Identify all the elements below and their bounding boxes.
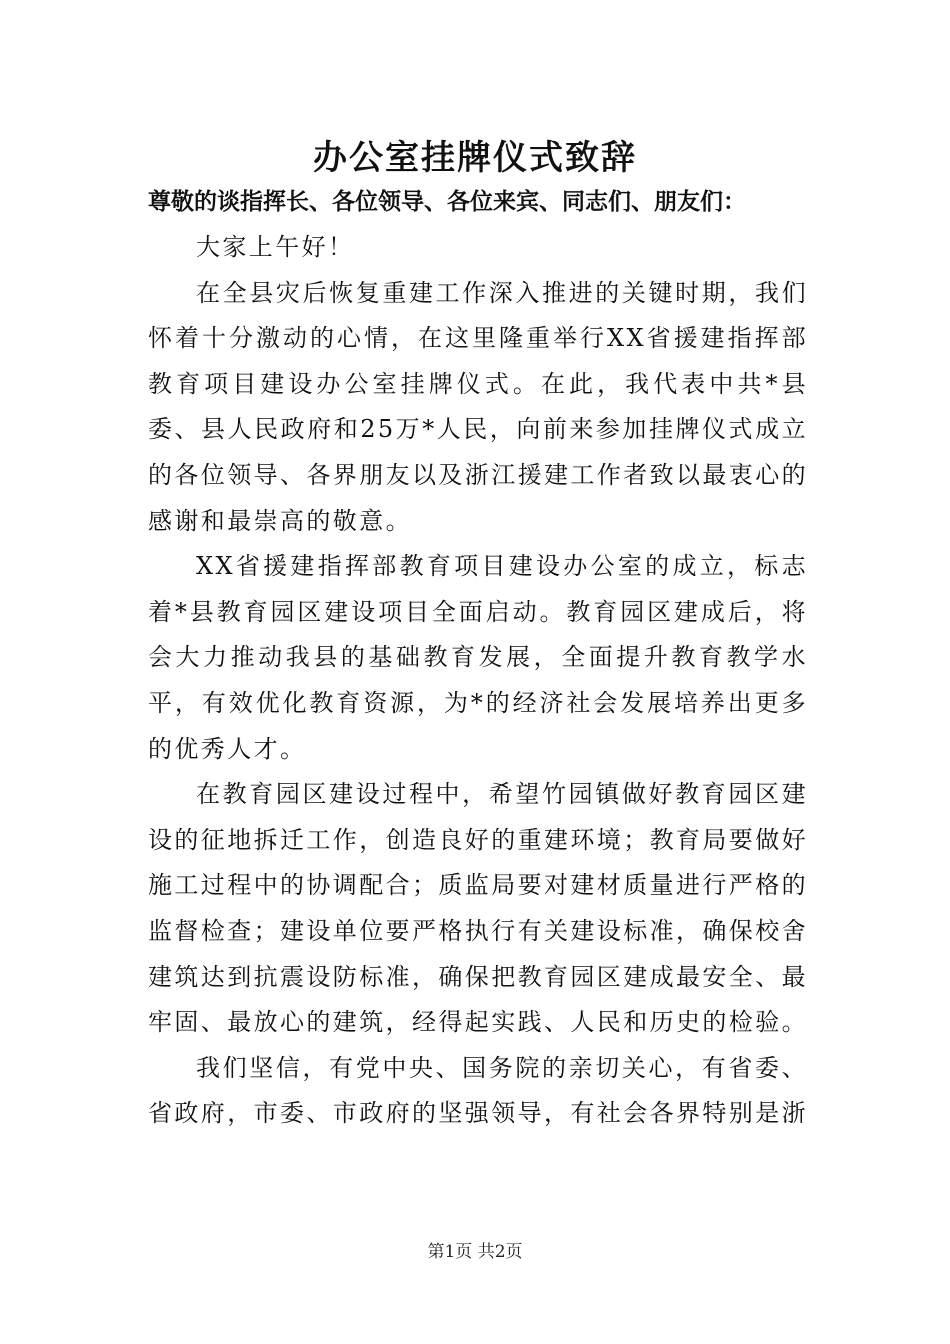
paragraph-requirements: 在教育园区建设过程中，希望竹园镇做好教育园区建设的征地拆迁工作，创造良好的重建环境；教育局要做好施工过程中的协调配合；质监局要对建材质量进行严格的监督检查；建设单位要严格执行有关建设标准，确保校舍建筑达到抗震设防标准，确保把教育园区建成最安全、最牢固、最放心的建筑，经得起实践、人民和历史的检验。	[148, 780, 808, 1037]
salutation: 尊敬的谈指挥长、各位领导、各位来宾、同志们、朋友们：	[148, 188, 746, 215]
document-title: 办公室挂牌仪式致辞	[313, 138, 637, 178]
paragraph-significance: XX省援建指挥部教育项目建设办公室的成立，标志着*县教育园区建设项目全面启动。教育园区建成后，将会大力推动我县的基础教育发展，全面提升教育教学水平，有效优化教育资源，为*的经济社会发展培养出更多的优秀人才。	[148, 552, 808, 763]
paragraph-greeting: 大家上午好！	[196, 233, 355, 261]
paragraph-opening: 在全县灾后恢复重建工作深入推进的关键时期，我们怀着十分激动的心情，在这里隆重举行XX省援建指挥部教育项目建设办公室挂牌仪式。在此，我代表中共*县委、县人民政府和25万*人民，向前来参加挂牌仪式成立的各位领导、各界朋友以及浙江援建工作者致以最衷心的感谢和最崇高的敬意。	[148, 278, 808, 535]
document-body	[148, 225, 808, 1137]
page-number-footer: 第1页 共2页	[427, 1242, 523, 1262]
paragraph-confidence: 我们坚信，有党中央、国务院的亲切关心，有省委、省政府，市委、市政府的坚强领导，有社会各界特别是浙	[148, 1053, 808, 1128]
